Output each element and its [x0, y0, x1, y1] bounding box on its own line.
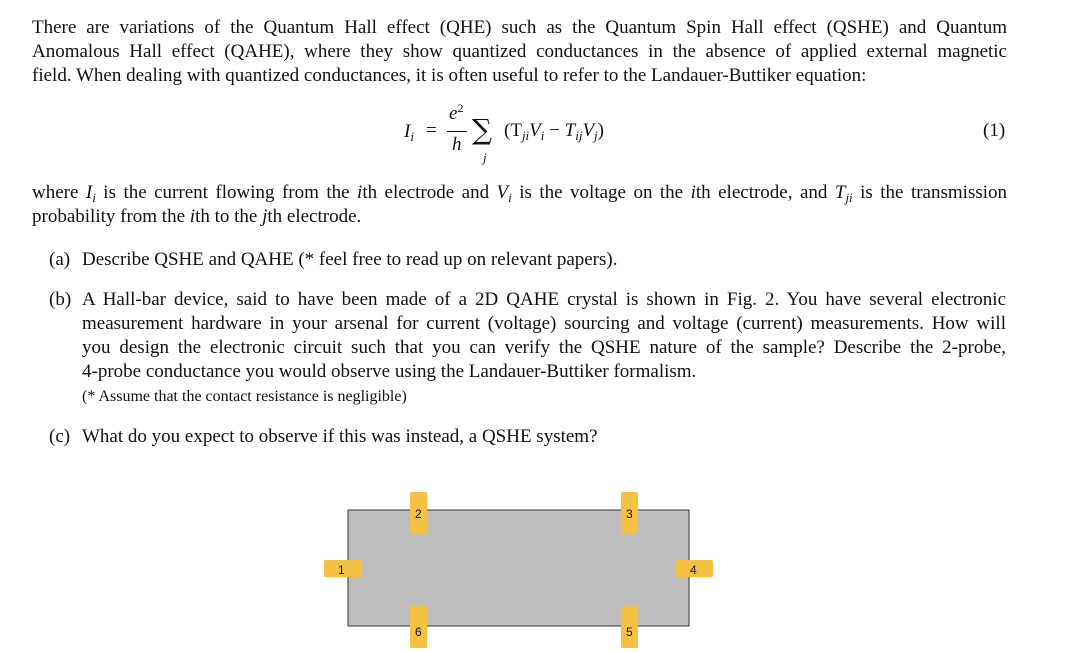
contact-label-5: 5 — [626, 625, 633, 639]
eq-lhs: $I_i$ — [404, 121, 414, 144]
intro-paragraph — [32, 16, 1007, 88]
contact-label-2: 2 — [415, 507, 422, 521]
contact-label-1: 1 — [338, 563, 345, 577]
definitions-line: probability from the ith to the jth electrode. — [32, 206, 362, 227]
eq-equals: = — [426, 120, 437, 141]
question-label: (c) — [49, 426, 71, 447]
eq-sum-index: j — [483, 150, 487, 165]
question-text: A Hall-bar device, said to have been made of a 2D QAHE crystal is shown in Fig. 2. You have several electronic measurement hardware in your arsenal for current (voltage) sourcing and voltage (current) measurements. How will you design the electronic circuit such that you can verify the QSHE nature of the sample? Describe the 2-probe, 4-probe conductance you would observe using the Landauer-Buttiker formalism. (* Assume that the contact resistance is negligible) — [82, 288, 1006, 408]
contact-label-4: 4 — [690, 563, 697, 577]
question-label: (b) — [49, 289, 72, 310]
hall-bar-figure — [320, 488, 720, 648]
eq-fraction-bar — [447, 131, 467, 132]
definitions-paragraph — [32, 181, 1007, 229]
question-text: Describe QSHE and QAHE (* feel free to read up on relevant papers). — [82, 249, 618, 270]
contact-label-6: 6 — [415, 625, 422, 639]
equation-number: (1) — [983, 120, 1006, 141]
eq-denominator: h — [452, 134, 462, 155]
eq-body: $(T_{ji}V_i - T_{ij}V_j)$ — [504, 120, 604, 143]
contact-label-3: 3 — [626, 507, 633, 521]
hall-bar-diagram — [320, 488, 720, 648]
intro-line: Anomalous Hall effect (QAHE), where they show quantized conductances in the absence of applied external magnetic — [32, 41, 1007, 62]
question-note: (* Assume that the contact resistance is negligible) — [82, 388, 407, 405]
intro-line: There are variations of the Quantum Hall effect (QHE) such as the Quantum Spin Hall effect (QSHE) and Quantum — [32, 17, 1007, 38]
eq-sum-symbol: ∑ — [472, 113, 492, 146]
eq-numerator: $e^2$ — [449, 101, 464, 124]
question-label: (a) — [49, 249, 71, 270]
question-text: What do you expect to observe if this was instead, a QSHE system? — [82, 426, 598, 447]
definitions-line: where $I_i$ is the current flowing from the ith electrode and $V_i$ is the voltage on the ith electrode, and $T_{ji}$ is the transmission — [32, 182, 1008, 205]
landauer-buttiker-equation — [402, 101, 642, 168]
intro-line: field. When dealing with quantized conductances, it is often useful to refer to the Landauer-Buttiker equation: — [32, 65, 867, 86]
